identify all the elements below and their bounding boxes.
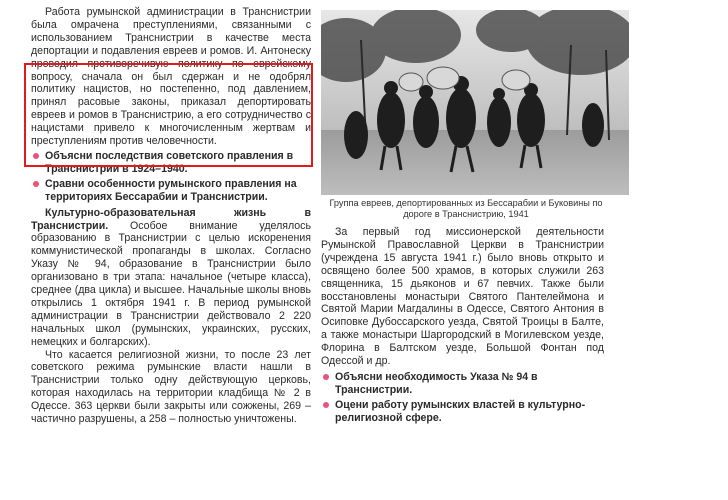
question-item: [321, 371, 604, 397]
question-item: [321, 399, 604, 425]
question-text: Объясни последствия советского правления в Транснистрии в 1924–1940.: [45, 149, 294, 175]
bullet-icon: [33, 153, 39, 159]
question-item: [31, 178, 311, 204]
bullet-icon: [323, 402, 329, 408]
question-text: Объясни необходимость Указа № 94 в Транснистрии.: [335, 370, 538, 396]
historical-photo: [321, 10, 629, 195]
paragraph-deportation: Работа румынской администрации в Транснистрии была омрачена преступлениями, связанными с использованием Транснистрии в качестве места депортации и подавления евреев и ромов. И. Антонеску проводил противоречивую политику по еврейскому вопросу, сначала он был сдержан и не одобрял политику нацистов, но постепенно, под давлением, принял расовые законы, приказал депортировать евреев и ромов в Транснистрию, а его сотрудничество с нацистами привело к многочисленным жертвам и преступлениям против человечности.: [31, 6, 311, 148]
paragraph-education: [31, 207, 311, 349]
paragraph-religion: Что касается религиозной жизни, то после 23 лет советского режима румынские власти нашли в Транснистрии только одну действующую церковь, которая находилась на территории кладбища № 2 в Одессе. 363 церкви были закрыты или сожжены, 269 – частично разрушены, а 258 – полностью уничтожены.: [31, 348, 311, 426]
question-item: [31, 150, 311, 176]
photo-caption: Группа евреев, депортированных из Бессарабии и Буковины по дороге в Транснистрию, 1941: [329, 198, 603, 220]
bullet-icon: [323, 374, 329, 380]
paragraph-education-text: Особое внимание уделялось образованию в Транснистрии с целью искоренения коммунистической пропаганды в школах. Согласно Указу № 94, образование в Транснистрии было организовано в три этапа: начальное (четыре класса), среднее (два цикла) и высшее. Начальные школы вновь открылись 1 октября 1941 г. В период румынской администрации в Транснистрии действовало 2 220 начальных школ (румынских, украинских, русских, немецких и болгарских).: [31, 219, 311, 348]
question-text: Сравни особенности румынского правления на территориях Бессарабии и Транснистрии.: [45, 177, 297, 203]
left-column: [31, 6, 311, 426]
paragraph-church: За первый год миссионерской деятельности Румынской Православной Церкви в Транснистрии (учреждена 15 августа 1941 г.) было вновь открыто и освящено более 500 храмов, в которых служили 263 священника, 15 дьяконов и 67 певчих. Также были восстановлены монастыри Святого Пантелеймона и Святой Марии Магдалины в Одессе, Святого Антония в Осиповке Дубоссарского уезда, Святой Троицы в Балте, а также монастыри Шаргородский в Могилевском уезде, Флорина в Балтском уезде, Большой Фонтан под Одессой и др.: [321, 226, 604, 368]
section-heading: Культурно-образовательная жизнь в Транснистрии.: [31, 206, 311, 232]
photo-illustration: [321, 10, 629, 195]
question-text: Оцени работу румынских властей в культурно-религиозной сфере.: [335, 398, 586, 424]
right-column: [321, 226, 604, 427]
bullet-icon: [33, 181, 39, 187]
